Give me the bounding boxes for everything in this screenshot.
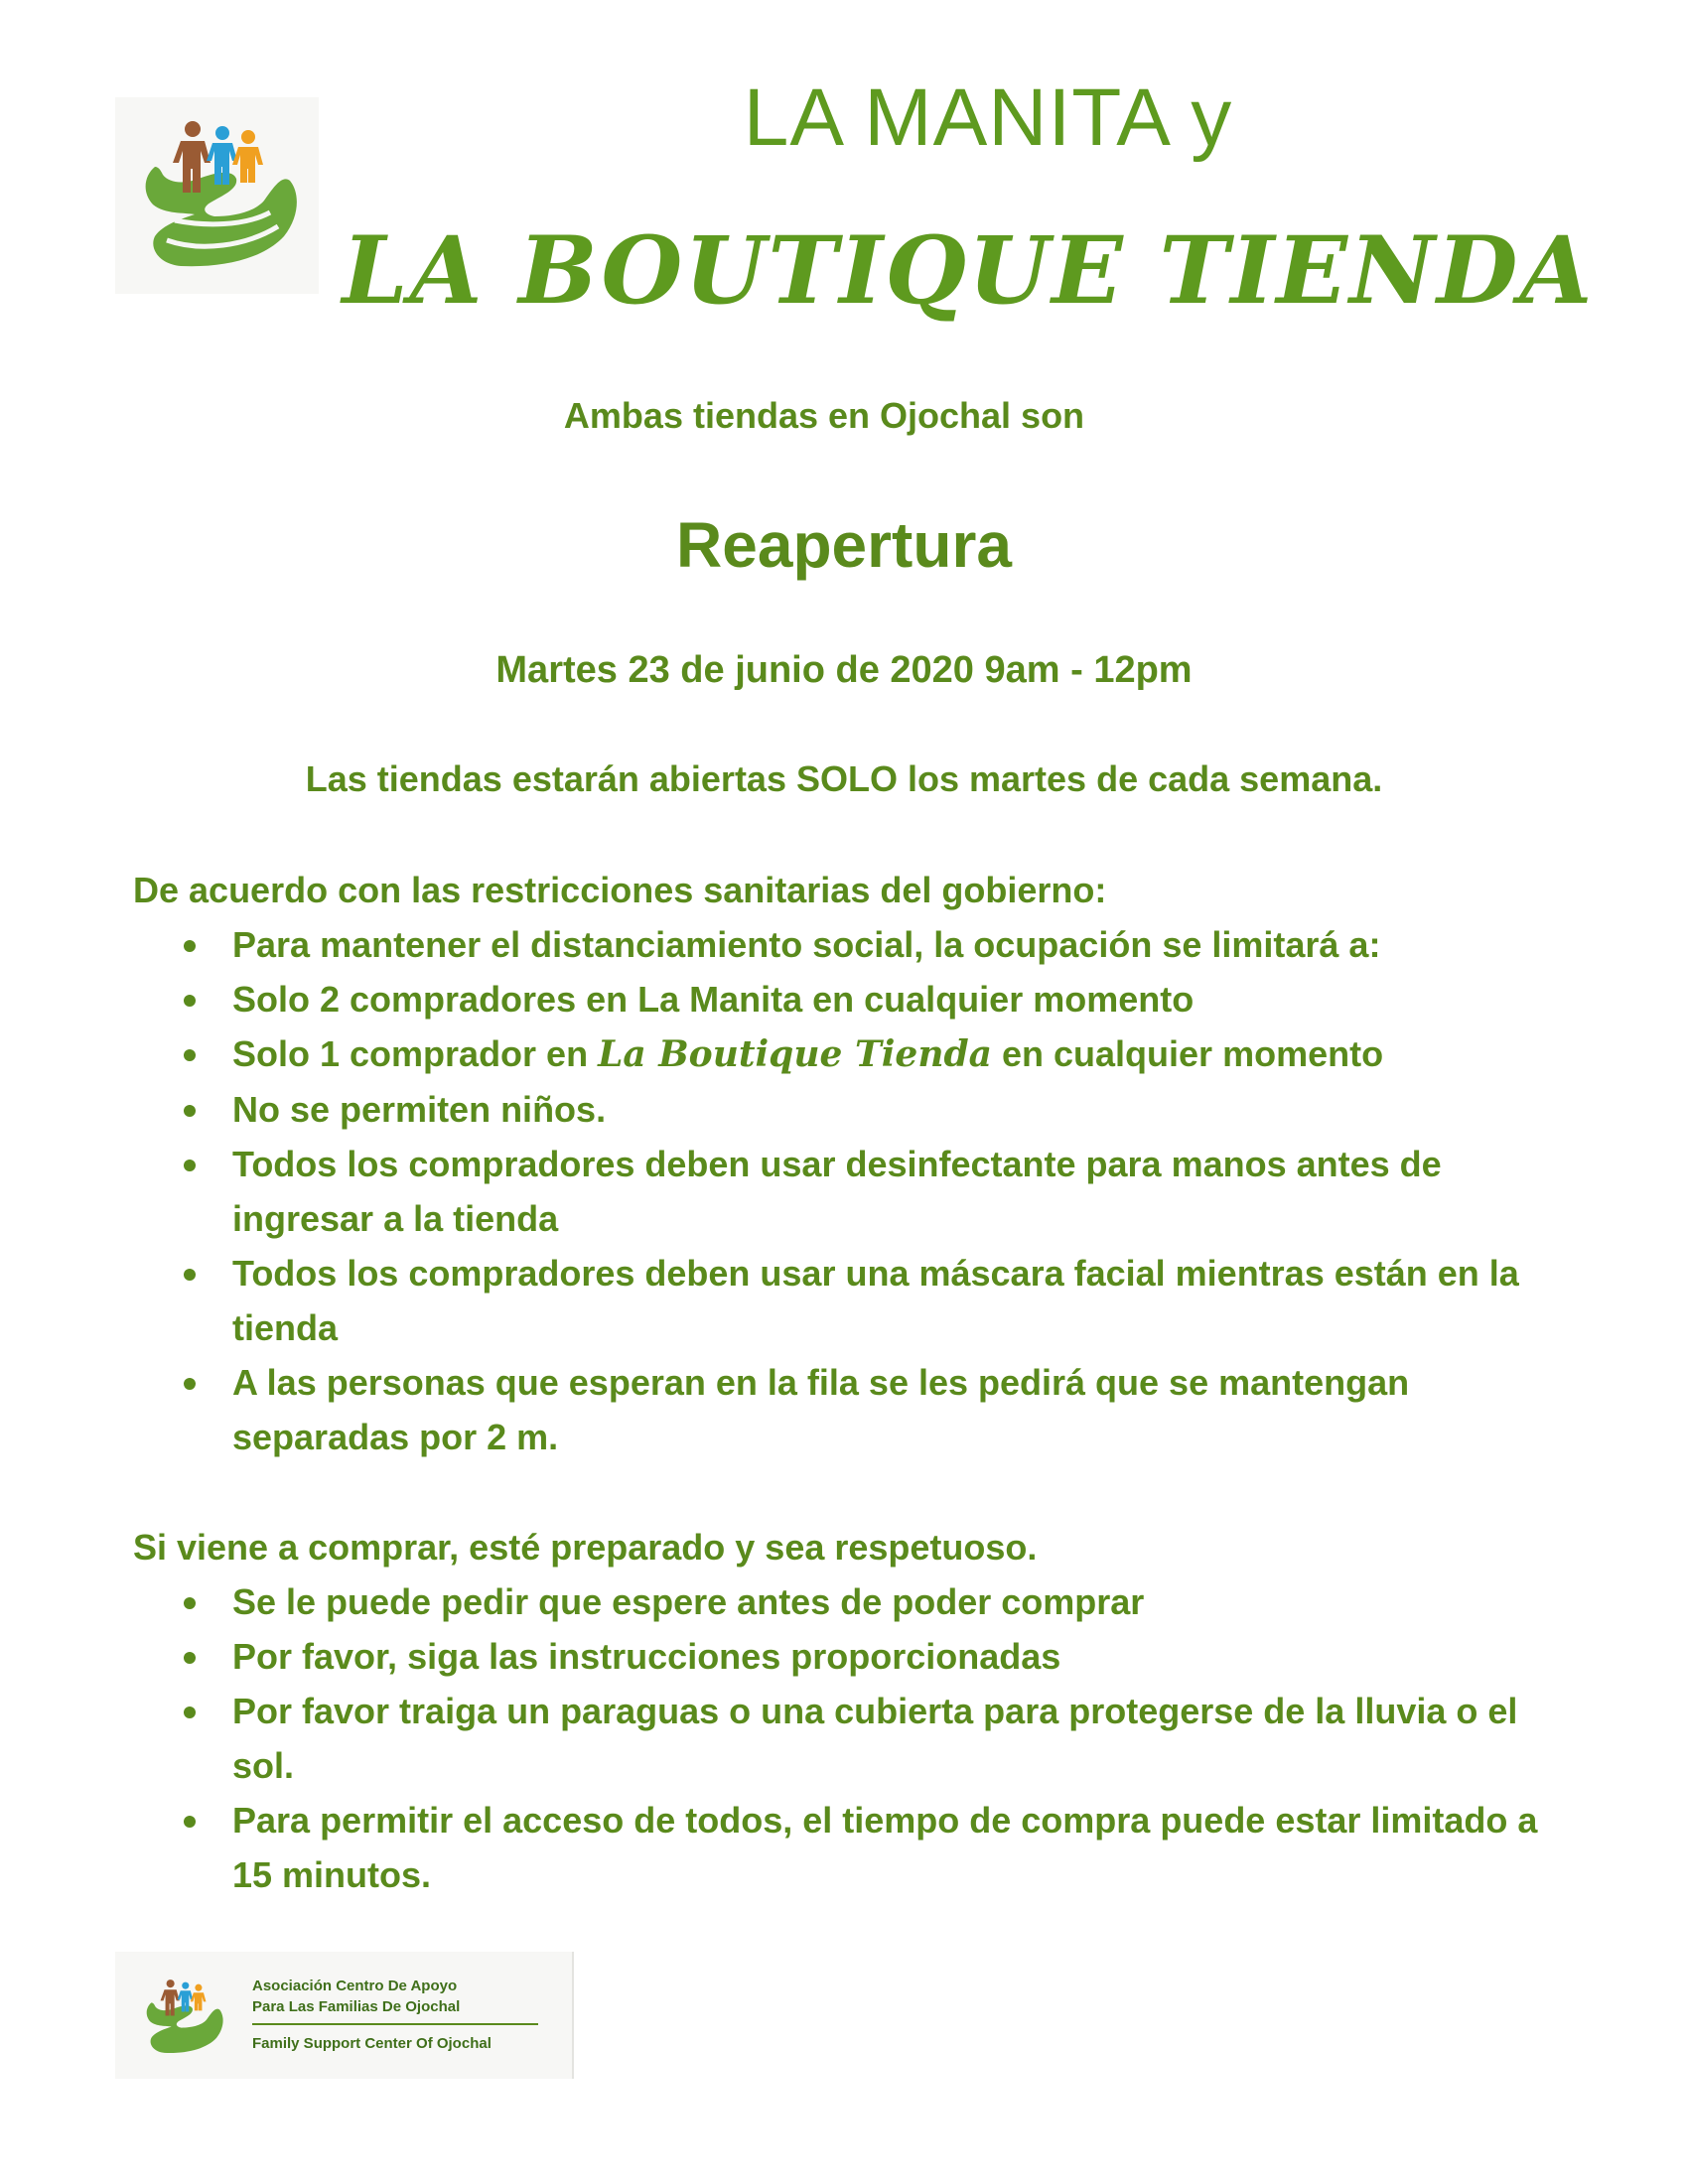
list-item	[133, 972, 1563, 1026]
list-item	[133, 1684, 1563, 1793]
list-item	[133, 1574, 1563, 1629]
restrictions-section	[133, 864, 1563, 1464]
list-item-text: A las personas que esperan en la fila se les pedirá que se mantengan separadas por 2 m.	[232, 1362, 1410, 1457]
bullet-icon	[184, 940, 196, 952]
list-item-text: Solo 2 compradores en La Manita en cualquier momento	[232, 979, 1195, 1020]
bullet-icon	[184, 1378, 196, 1390]
title-line-1: LA MANITA y	[743, 72, 1233, 163]
bullet-icon	[184, 1269, 196, 1281]
list-item-text-start: Solo 1 comprador en	[232, 1033, 599, 1074]
schedule-note: Las tiendas estarán abiertas SOLO los martes de cada semana.	[305, 758, 1383, 799]
list-item	[133, 1137, 1563, 1246]
list-item-text-end: en cualquier momento	[992, 1033, 1384, 1074]
list-item	[133, 1355, 1563, 1464]
bullet-icon	[184, 1597, 196, 1609]
bullet-icon	[184, 1049, 196, 1061]
list-item	[133, 1793, 1563, 1902]
list-item-text: Todos los compradores deben usar desinfectante para manos antes de ingresar a la tienda	[232, 1144, 1442, 1239]
list-item-text: Todos los compradores deben usar una máscara facial mientras están en la tienda	[232, 1253, 1519, 1348]
list-item-text: Por favor traiga un paraguas o una cubierta para protegerse de la lluvia o el sol.	[232, 1691, 1518, 1786]
list-item	[133, 1629, 1563, 1684]
headline: Reapertura	[676, 509, 1012, 581]
list-item	[133, 917, 1563, 972]
store-name: La Boutique Tienda	[598, 1033, 992, 1075]
shopping-list	[133, 1574, 1563, 1902]
footer-logo-block	[115, 1952, 574, 2079]
bullet-icon	[184, 1816, 196, 1828]
list-item	[133, 1246, 1563, 1355]
title-line-2: LA BOUTIQUE TIENDA	[342, 216, 1595, 326]
subtitle: Ambas tiendas en Ojochal son	[563, 395, 1085, 436]
footer-org-text	[252, 1976, 550, 2054]
bullet-icon	[184, 1706, 196, 1718]
shopping-heading: Si viene a comprar, esté preparado y sea respetuoso.	[133, 1527, 1038, 1568]
bullet-icon	[184, 1160, 196, 1171]
bullet-icon	[184, 995, 196, 1007]
org-name-line-2: Para Las Familias De Ojochal	[252, 1998, 461, 2015]
reopening-date: Martes 23 de junio de 2020 9am - 12pm	[495, 649, 1193, 691]
list-item-text: Para mantener el distanciamiento social, la ocupación se limitará a:	[232, 924, 1381, 965]
footer-divider	[252, 2023, 538, 2025]
family-hand-logo-icon	[131, 1968, 234, 2067]
list-item-text: Se le puede pedir que espere antes de poder comprar	[232, 1581, 1145, 1622]
restrictions-list	[133, 917, 1563, 1464]
list-item-text: Para permitir el acceso de todos, el tiempo de compra puede estar limitado a 15 minutos.	[232, 1800, 1538, 1895]
list-item	[133, 1026, 1563, 1082]
list-item	[133, 1082, 1563, 1137]
restrictions-heading: De acuerdo con las restricciones sanitarias del gobierno:	[133, 870, 1107, 910]
shopping-section	[133, 1521, 1563, 1902]
org-name-line-1: Asociación Centro De Apoyo	[252, 1978, 458, 1994]
bullet-icon	[184, 1652, 196, 1664]
list-item-text: No se permiten niños.	[232, 1089, 607, 1130]
bullet-icon	[184, 1105, 196, 1117]
list-item-text: Por favor, siga las instrucciones proporcionadas	[232, 1636, 1061, 1677]
org-name-english: Family Support Center Of Ojochal	[252, 2035, 492, 2052]
